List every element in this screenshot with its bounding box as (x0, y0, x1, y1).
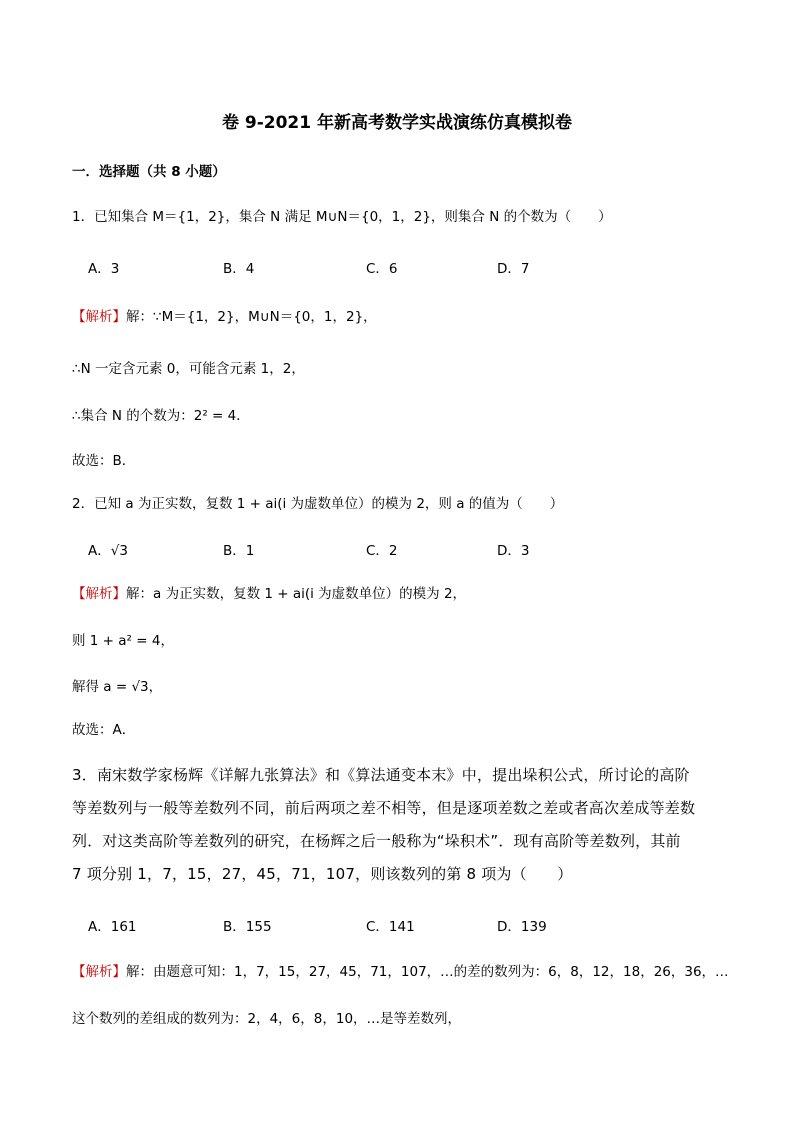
section-heading: 一．选择题（共 8 小题） (72, 164, 226, 180)
q2-option-b: B．1 (223, 543, 255, 559)
q3-option-c: C．141 (366, 919, 415, 935)
q3-solution-line-1: 【解析】解：由题意可知：1，7，15，27，45，71，107，…的差的数列为：6，8，12，18，26，36，… (72, 964, 729, 980)
q2-stem: 2．已知 a 为正实数，复数 1 + ai(i 为虚数单位）的模为 2，则 a 的值为（ ） (72, 496, 564, 512)
q2-solution-line-1: 【解析】解：a 为正实数，复数 1 + ai(i 为虚数单位）的模为 2， (72, 586, 467, 602)
q3-solution-line-2: 这个数列的差组成的数列为：2，4，6，8，10，…是等差数列， (72, 1011, 462, 1027)
q1-stem: 1．已知集合 M＝{1，2}，集合 N 满足 M∪N＝{0，1，2}，则集合 N 的个数为（ ） (72, 209, 612, 225)
q3-option-d: D．139 (497, 919, 547, 935)
q3-stem-line: 等差数列与一般等差数列不同，前后两项之差不相等，但是逐项差数之差或者高次差成等差数 (72, 799, 696, 817)
q3-option-b: B．155 (223, 919, 272, 935)
q1-solution-line-2: ∴N 一定含元素 0，可能含元素 1，2， (72, 361, 305, 377)
q1-option-a: A．3 (88, 261, 120, 277)
q1-option-c: C．6 (366, 261, 398, 277)
page-title: 卷 9-2021 年新高考数学实战演练仿真模拟卷 (221, 113, 573, 133)
q2-option-c: C．2 (366, 543, 398, 559)
q2-solution-line-2: 则 1 + a² = 4， (72, 633, 174, 649)
q1-option-b: B．4 (223, 261, 255, 277)
q2-solution-line-3: 解得 a = √3， (72, 679, 163, 695)
q3-option-a: A．161 (88, 919, 137, 935)
q3-stem-line: 7 项分别 1，7，15，27，45，71，107，则该数列的第 8 项为（ ） (72, 865, 573, 883)
q1-solution-line-3: ∴集合 N 的个数为：2² = 4． (72, 408, 250, 424)
q3-stem-line: 列．对这类高阶等差数列的研究，在杨辉之后一般称为“垛积术”．现有高阶等差数列，其前 (72, 832, 681, 850)
q2-option-a: A．√3 (88, 543, 128, 559)
q3-stem-line: 3．南宋数学家杨辉《详解九张算法》和《算法通变本末》中，提出垛积公式，所讨论的高阶 (72, 766, 690, 784)
q3-stem (72, 759, 724, 891)
solution-tag: 【解析】 (72, 586, 126, 602)
solution-tag: 【解析】 (72, 964, 126, 980)
q2-option-d: D．3 (497, 543, 530, 559)
q1-answer: 故选：B． (72, 453, 136, 469)
q1-option-d: D．7 (497, 261, 530, 277)
q2-answer: 故选：A． (72, 722, 136, 738)
q1-solution-line-1: 【解析】解：∵M＝{1，2}，M∪N＝{0，1，2}， (72, 309, 377, 325)
solution-tag: 【解析】 (72, 309, 126, 325)
